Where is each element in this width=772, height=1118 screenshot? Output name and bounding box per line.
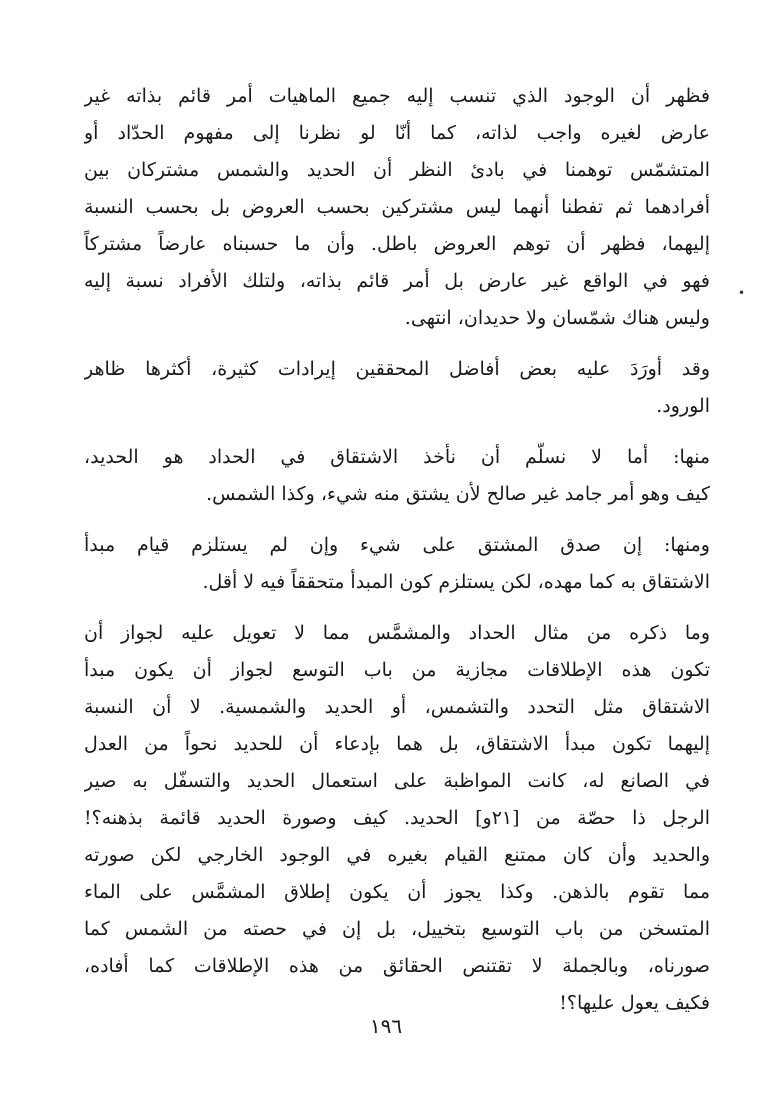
text-line: الورود. xyxy=(656,395,710,417)
text-line: إليهما تكون مبدأ الاشتقاق، بل هما بإدعاء أن للحديد نحواً من العدل xyxy=(84,733,710,755)
text-line: كيف وهو أمر جامد غير صالح لأن يشتق منه شيء، وكذا الشمس. xyxy=(206,483,710,505)
text-line: وقد أورَدَ عليه بعض أفاضل المحققين إيرادات كثيرة، أكثرها ظاهر xyxy=(84,358,710,380)
text-line: والحديد وأن كان ممتنع القيام بغيره في الوجود الخارجي لكن صورته xyxy=(84,844,710,866)
text-line: صورناه، وبالجملة لا تقتنص الحقائق من هذه الإطلاقات كما أفاده، xyxy=(84,955,710,977)
text-line: وليس هناك شمّسان ولا حديدان، انتهى. xyxy=(404,307,710,329)
page-number: ١٩٦ xyxy=(369,1014,403,1038)
text-line: وما ذكره من مثال الحداد والمشمَّس مما لا تعويل عليه لجواز أن xyxy=(84,622,710,644)
text-line: إليهما، فظهر أن توهم العروض باطل. وأن ما حسبناه عارضاً مشتركاً xyxy=(84,233,710,255)
paragraph-5 xyxy=(84,615,710,1022)
text-line: الاشتقاق به كما مهده، لكن يستلزم كون المبدأ متحققاً فيه لا أقل. xyxy=(202,571,710,593)
text-line: فكيف يعول عليها؟! xyxy=(559,992,710,1014)
text-line: في الصانع له، كانت المواظبة على استعمال الحديد والتسفّل به صير xyxy=(84,770,710,792)
text-line: مما تقوم بالذهن. وكذا يجوز أن يكون إطلاق المشمَّس على الماء xyxy=(84,881,710,903)
text-line: الرجل ذا حصّة من [٢١و] الحديد. كيف وصورة الحديد قائمة بذهنه؟! xyxy=(84,807,710,829)
text-line: أفرادهما ثم تفطنا أنهما ليس مشتركين بحسب العروض بل بحسب النسبة xyxy=(84,196,710,218)
text-line: فهو في الواقع غير عارض بل أمر قائم بذاته، ولتلك الأفراد نسبة إليه xyxy=(84,270,710,292)
text-line: المتشمّس توهمنا في بادئ النظر أن الحديد والشمس مشتركان بين xyxy=(84,159,710,181)
paragraph-4 xyxy=(84,527,710,601)
text-line: المتسخن من باب التوسيع بتخييل، بل إن في حصته من الشمس كما xyxy=(84,918,710,940)
page-body xyxy=(84,78,710,1022)
text-line: فظهر أن الوجود الذي تنسب إليه جميع الماهيات أمر قائم بذاته غير xyxy=(84,85,710,107)
paragraph-1 xyxy=(84,78,710,337)
text-line: منها: أما لا نسلّم أن نأخذ الاشتقاق في الحداد هو الحديد، xyxy=(84,446,710,468)
text-line: تكون هذه الإطلاقات مجازية من باب التوسع لجواز أن يكون مبدأ xyxy=(84,659,710,681)
margin-mark: • xyxy=(738,286,746,300)
text-line: الاشتقاق مثل التحدد والتشمس، أو الحديد والشمسية. لا أن النسبة xyxy=(84,696,710,718)
text-line: ومنها: إن صدق المشتق على شيء وإن لم يستلزم قيام مبدأ xyxy=(84,534,710,556)
text-line: عارض لغيره واجب لذاته، كما أنّا لو نظرنا إلى مفهوم الحدّاد أو xyxy=(84,122,710,144)
paragraph-2 xyxy=(84,351,710,425)
paragraph-3 xyxy=(84,439,710,513)
